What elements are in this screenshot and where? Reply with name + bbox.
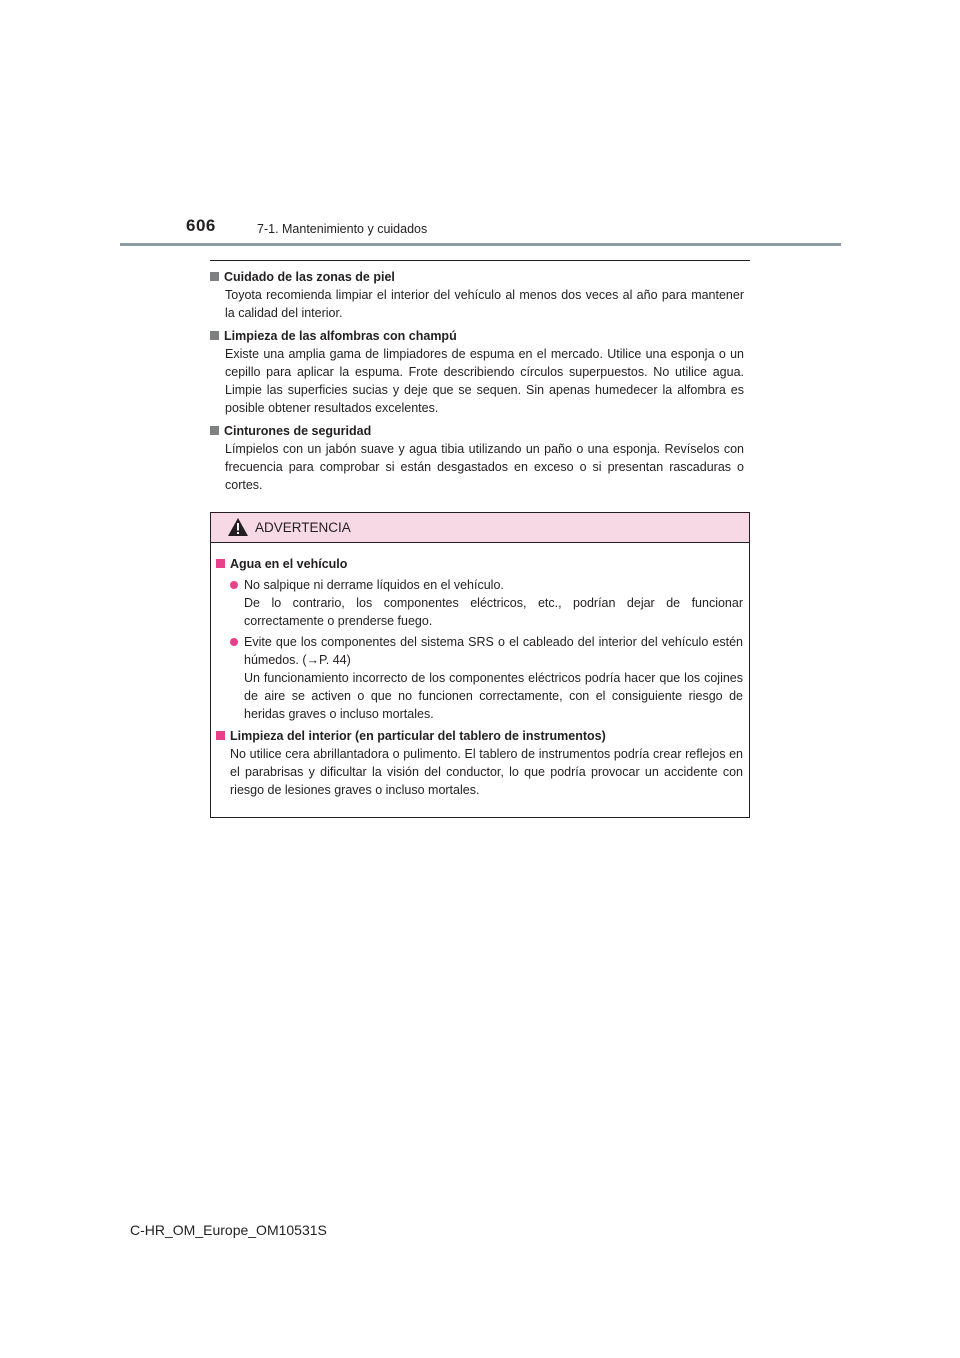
section-rule — [210, 260, 750, 261]
warning-body — [211, 543, 749, 799]
section-leather-care — [210, 268, 750, 322]
warning-triangle-icon — [228, 518, 248, 541]
section-text: Toyota recomienda limpiar el interior del vehículo al menos dos veces al año para mantener la calidad del interior. — [225, 288, 744, 320]
square-bullet-icon — [216, 731, 225, 740]
warning-label: ADVERTENCIA — [255, 520, 351, 535]
arrow-icon: → — [306, 653, 320, 667]
warning-group-interior — [216, 727, 743, 799]
section-text: Existe una amplia gama de limpiadores de espuma en el mercado. Utilice una esponja o un cepillo para aplicar la espuma. Frote describiendo círculos superpuestos. No utilice agua. Limpie las superficies sucias y deje que se sequen. Sin apenas humedecer la alfombra es posible obtener resultados excelentes. — [225, 347, 744, 415]
square-bullet-icon — [210, 426, 219, 435]
header-rule — [120, 243, 841, 246]
circle-bullet-icon — [230, 581, 238, 589]
warning-text: No utilice cera abrillantadora o pulimento. El tablero de instrumentos podría crear reflejos en el parabrisas y dificultar la visión del conductor, lo que podría provocar un accidente con riesgo de lesiones graves o incluso mortales. — [230, 747, 743, 797]
section-text: Límpielos con un jabón suave y agua tibia utilizando un paño o una esponja. Revíselos con frecuencia para comprobar si están desgastados en exceso o si presentan rascaduras o cortes. — [225, 442, 744, 492]
warning-group-title: Agua en el vehículo — [230, 557, 348, 571]
section-seat-belts — [210, 422, 750, 494]
warning-group-water — [216, 555, 743, 723]
chapter-title: 7-1. Mantenimiento y cuidados — [257, 222, 428, 236]
page-reference[interactable]: P. 44) — [319, 653, 351, 667]
section-carpet-cleaning — [210, 327, 750, 417]
footer-code: C-HR_OM_Europe_OM10531S — [130, 1222, 327, 1238]
list-item: Evite que los componentes del sistema SRS o el cableado del interior del vehículo estén húmedos. (→P. 44) Un funcionamiento incorrecto de los componentes eléctricos podría hacer que los cojines de aire se activen o que no funcionen correctamente, con el consiguiente riesgo de heridas graves o incluso mortales. — [216, 633, 743, 723]
section-title: Cinturones de seguridad — [224, 424, 372, 438]
square-bullet-icon — [210, 272, 219, 281]
warning-box — [210, 512, 750, 818]
list-item: No salpique ni derrame líquidos en el vehículo. De lo contrario, los componentes eléctricos, etc., podrían dejar de funcionar correctamente o prenderse fuego. — [216, 576, 743, 630]
section-title: Cuidado de las zonas de piel — [224, 270, 395, 284]
warning-group-title: Limpieza del interior (en particular del tablero de instrumentos) — [230, 729, 606, 743]
section-title: Limpieza de las alfombras con champú — [224, 329, 457, 343]
main-content — [210, 268, 750, 499]
square-bullet-icon — [210, 331, 219, 340]
warning-header — [211, 513, 749, 543]
page-number: 606 — [186, 216, 216, 235]
circle-bullet-icon — [230, 638, 238, 646]
square-bullet-icon — [216, 559, 225, 568]
